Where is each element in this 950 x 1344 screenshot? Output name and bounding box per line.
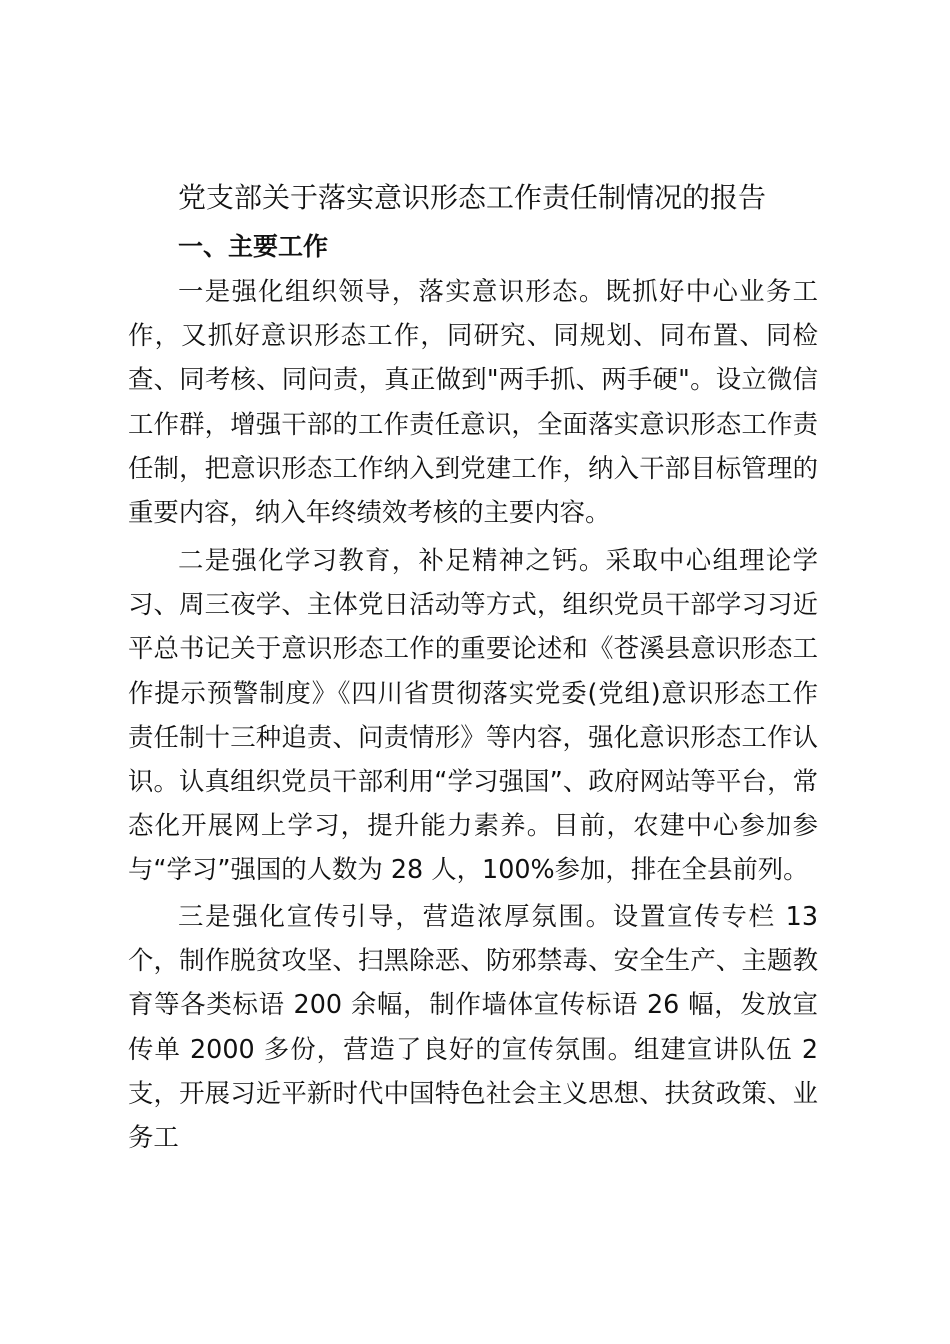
paragraph-1: 一是强化组织领导，落实意识形态。既抓好中心业务工作，又抓好意识形态工作，同研究、同规划、同布置、同检查、同考核、同问责，真正做到"两手抓、两手硬"。设立微信工作群，增强干部的工作责任意识，全面落实意识形态工作责任制，把意识形态工作纳入到党建工作，纳入干部目标管理的重要内容，纳入年终绩效考核的主要内容。 (128, 276, 818, 528)
document-title: 党支部关于落实意识形态工作责任制情况的报告 (178, 181, 767, 214)
section-heading: 一、主要工作 (178, 232, 329, 261)
paragraph-2: 二是强化学习教育，补足精神之钙。采取中心组理论学习、周三夜学、主体党日活动等方式，组织党员干部学习习近平总书记关于意识形态工作的重要论述和《苍溪县意识形态工作提示预警制度》《四川省贯彻落实党委(党组)意识形态工作责任制十三种追责、问责情形》等内容，强化意识形态工作认识。认真组织党员干部利用“学习强国”、政府网站等平台，常态化开展网上学习，提升能力素养。目前，农建中心参加参与“学习”强国的人数为 28 人，100%参加，排在全县前列。 (128, 545, 818, 885)
paragraph-3: 三是强化宣传引导，营造浓厚氛围。设置宣传专栏 13 个，制作脱贫攻坚、扫黑除恶、防邪禁毒、安全生产、主题教育等各类标语 200 余幅，制作墙体宣传标语 26 幅，发放宣传单 2000 多份，营造了良好的宣传氛围。组建宣讲队伍 2 支，开展习近平新时代中国特色社会主义思想、扶贫政策、业务工 (128, 901, 818, 1153)
